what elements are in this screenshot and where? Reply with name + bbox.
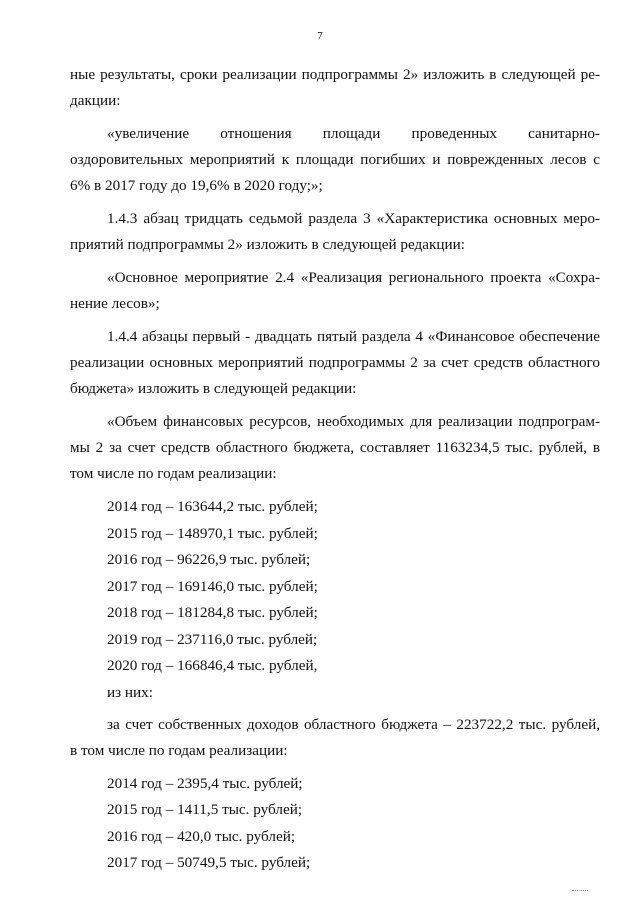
text-line: дакции: (70, 92, 121, 109)
year-own-2016: 2016 год – 420,0 тыс. рублей; (107, 827, 296, 845)
year-own-2017: 2017 год – 50749,5 тыс. рублей; (107, 854, 311, 871)
text-line: 1.4.4 абзацы первый - двадцать пятый раздела 4 «Финансовое обеспечение (107, 328, 600, 345)
paragraph-funding-volume (70, 409, 600, 487)
text-line: в том числе по годам реализации: (70, 741, 288, 759)
paragraph-results (70, 62, 600, 114)
text-line: бюджета» изложить в следующей редакции: (70, 380, 357, 397)
text-line: «Основное мероприятие 2.4 «Реализация регионального проекта «Сохра- (107, 269, 600, 286)
scan-mark (572, 890, 588, 893)
paragraph-1-4-3 (70, 206, 600, 258)
text-line: мы 2 за счет средств областного бюджета, составляет 1163234,5 тыс. рублей, в (70, 439, 600, 456)
page-number: 7 (317, 30, 323, 42)
paragraph-own-revenue (70, 712, 600, 764)
paragraph-quote-increase (70, 121, 600, 199)
year-total-2016: 2016 год – 96226,9 тыс. рублей; (107, 551, 311, 568)
text-line: «увеличение отношения площади проведенных санитарно- (107, 125, 600, 142)
item-number: 1.4.3 (107, 210, 138, 227)
text-line (70, 206, 600, 232)
text-line: приятий подпрограммы 2» изложить в следующей редакции: (70, 236, 465, 253)
year-total-2015: 2015 год – 148970,1 тыс. рублей; (107, 524, 318, 542)
year-total-2018: 2018 год – 181284,8 тыс. рублей; (107, 604, 318, 621)
text-line: за счет собственных доходов областного бюджета – 223722,2 тыс. рублей, (107, 715, 600, 733)
text-line: том числе по годам реализации: (70, 465, 277, 482)
text-line: 6% в 2017 году до 19,6% в 2020 году;»; (70, 177, 323, 194)
year-total-2019: 2019 год – 237116,0 тыс. рублей; (107, 630, 318, 648)
of-them-label: из них: (107, 683, 153, 701)
text-fragment: абзац тридцать седьмой раздела 3 «Характеристика основных меро- (143, 210, 600, 227)
year-total-2017: 2017 год – 169146,0 тыс. рублей; (107, 577, 318, 595)
year-total-2014: 2014 год – 163644,2 тыс. рублей; (107, 498, 318, 515)
document-body (70, 62, 600, 877)
text-line: оздоровительных мероприятий к площади погибших и поврежденных лесов с (70, 151, 600, 168)
text-line: реализации основных мероприятий подпрограммы 2 за счет средств областного (70, 354, 600, 371)
text-line: ные результаты, сроки реализации подпрограммы 2» изложить в следующей ре- (70, 66, 600, 83)
paragraph-main-measure (70, 265, 600, 317)
text-line: нение лесов»; (70, 295, 160, 312)
year-own-2015: 2015 год – 1411,5 тыс. рублей; (107, 801, 303, 818)
year-total-2020: 2020 год – 166846,4 тыс. рублей, (107, 657, 318, 674)
year-own-2014: 2014 год – 2395,4 тыс. рублей; (107, 774, 303, 792)
text-line: «Объем финансовых ресурсов, необходимых для реализации подпрограм- (107, 413, 600, 430)
paragraph-1-4-4 (70, 324, 600, 402)
